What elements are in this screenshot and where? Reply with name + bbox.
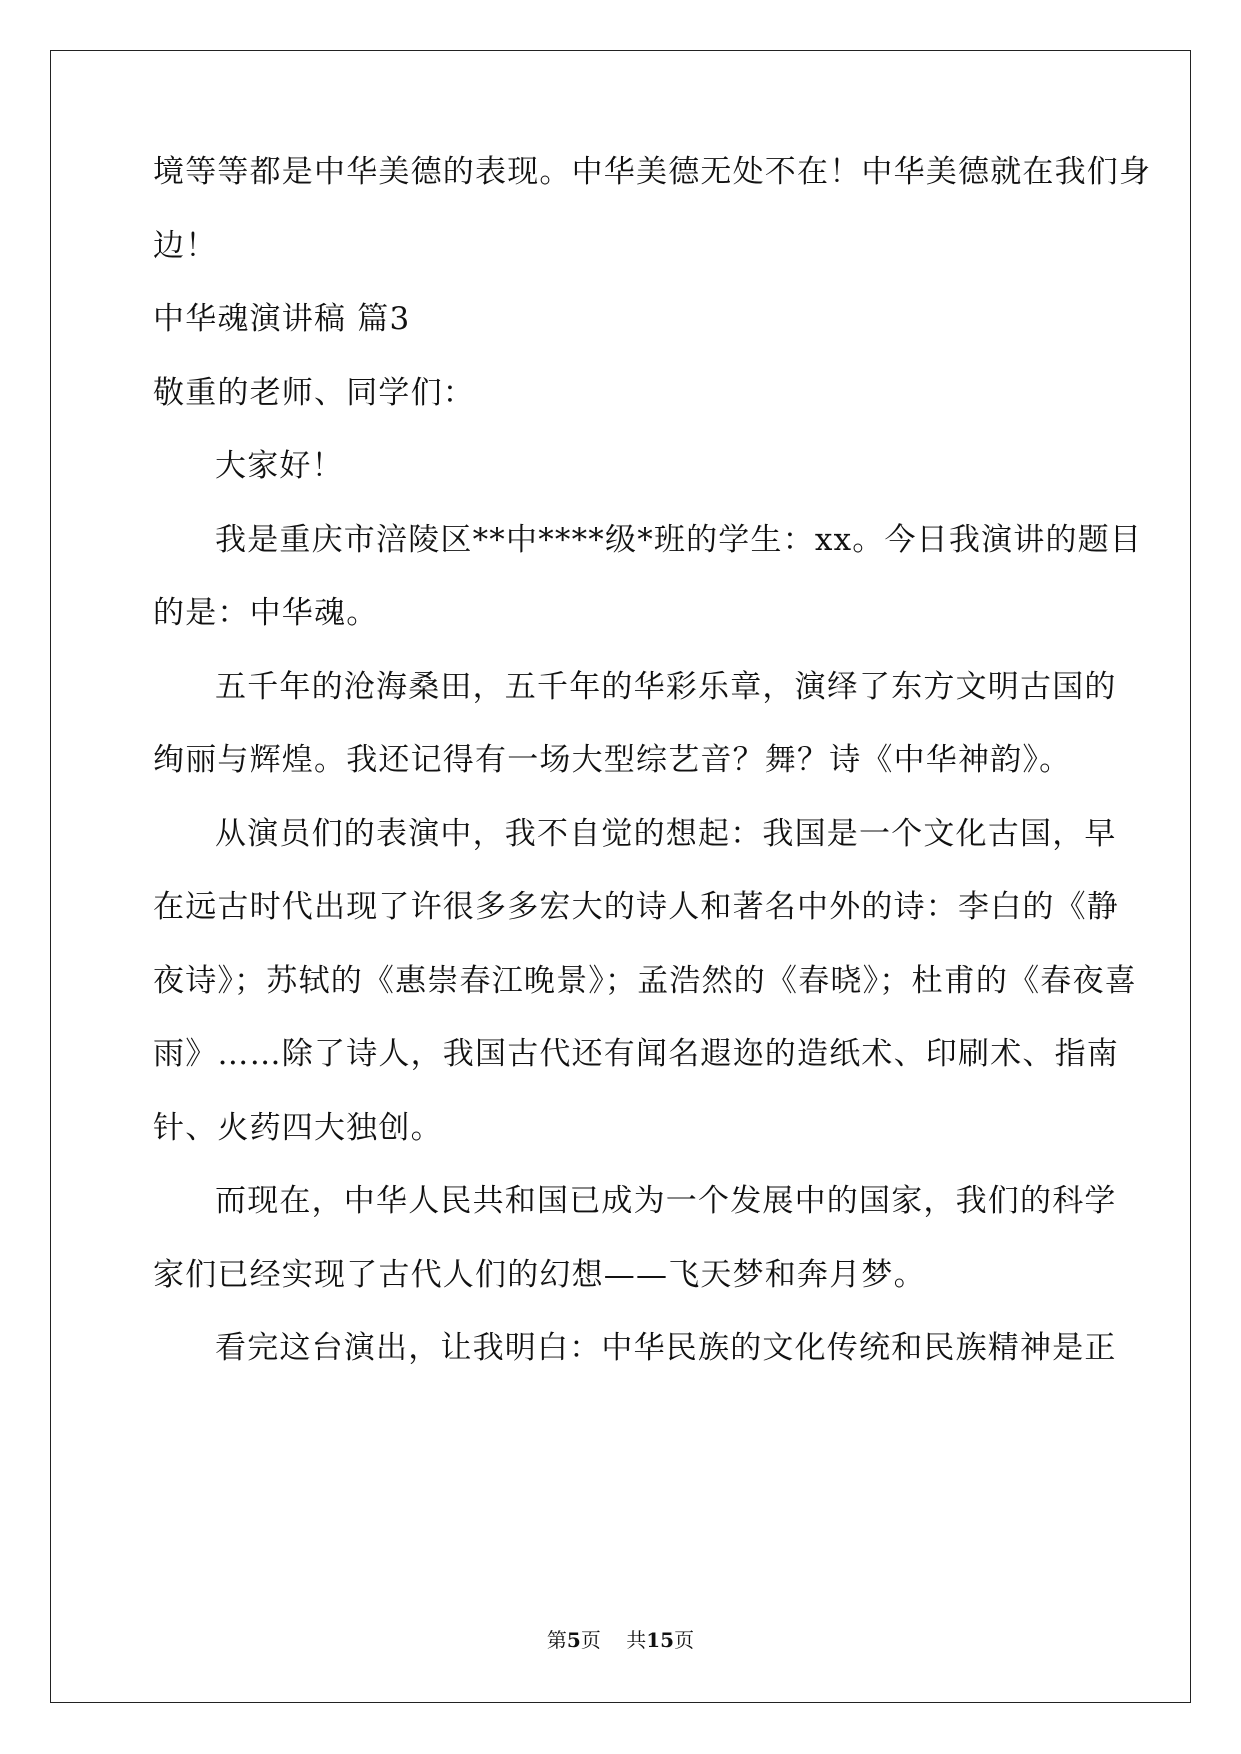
greeting: 大家好！	[215, 448, 344, 484]
footer-page-number: 5	[566, 1628, 581, 1652]
body-line-15: 而现在，中华人民共和国已成为一个发展中的国家，我们的科学	[215, 1183, 1117, 1219]
footer-page-prefix: 第	[546, 1628, 567, 1652]
body-line-7: 的是：中华魂。	[153, 595, 379, 631]
page-border	[50, 50, 1191, 1703]
footer-total-unit: 页	[674, 1628, 695, 1652]
body-line-1: 境等等都是中华美德的表现。中华美德无处不在！中华美德就在我们身	[153, 154, 1152, 190]
body-line-2: 边！	[153, 228, 218, 264]
body-line-16: 家们已经实现了古代人们的幻想——飞天梦和奔月梦。	[153, 1257, 926, 1293]
salutation: 敬重的老师、同学们：	[153, 375, 475, 411]
body-line-14: 针、火药四大独创。	[153, 1110, 443, 1146]
footer-total-pages: 15	[646, 1628, 675, 1652]
body-line-9: 绚丽与辉煌。我还记得有一场大型综艺音？舞？诗《中华神韵》。	[153, 742, 1072, 778]
body-line-17: 看完这台演出，让我明白：中华民族的文化传统和民族精神是正	[215, 1330, 1117, 1366]
body-line-12: 夜诗》；苏轼的《惠崇春江晚景》；孟浩然的《春晓》；杜甫的《春夜喜	[153, 963, 1137, 999]
section-heading: 中华魂演讲稿 篇3	[153, 301, 411, 337]
body-line-10: 从演员们的表演中，我不自觉的想起：我国是一个文化古国，早	[215, 816, 1117, 852]
body-line-6: 我是重庆市涪陵区**中****级*班的学生：xx。今日我演讲的题目	[215, 522, 1143, 558]
body-line-13: 雨》……除了诗人，我国古代还有闻名遐迩的造纸术、印刷术、指南	[153, 1036, 1119, 1072]
footer-total-prefix: 共	[626, 1628, 647, 1652]
footer-page-unit: 页	[580, 1628, 601, 1652]
body-line-8: 五千年的沧海桑田，五千年的华彩乐章，演绎了东方文明古国的	[215, 669, 1117, 705]
body-line-11: 在远古时代出现了许很多多宏大的诗人和著名中外的诗：李白的《静	[153, 889, 1119, 925]
page-footer	[0, 1627, 1241, 1653]
